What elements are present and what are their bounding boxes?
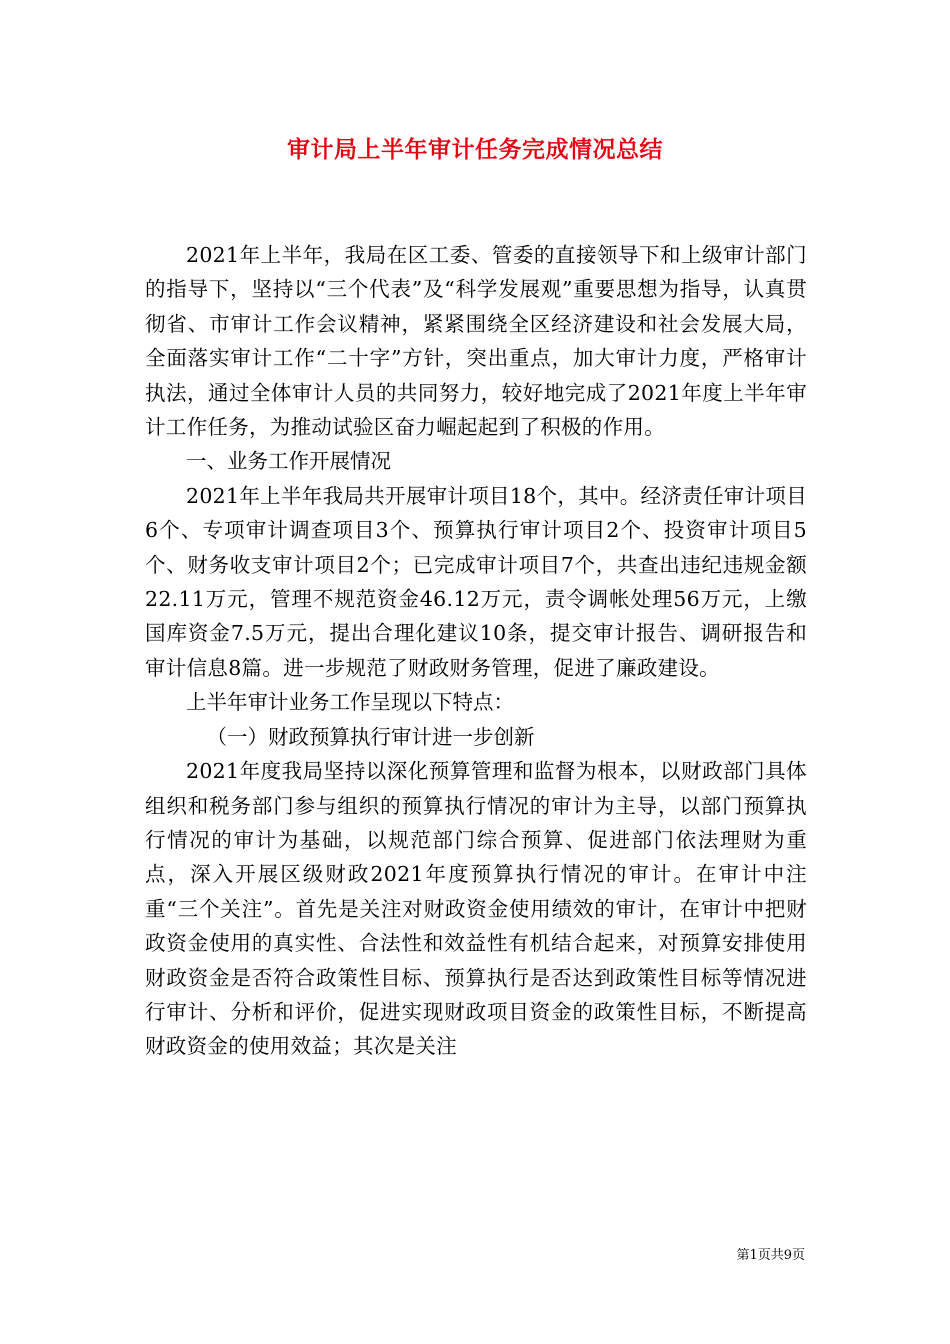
document-body (145, 238, 807, 1064)
subsection-heading: （一）财政预算执行审计进一步创新 (206, 724, 535, 749)
document-title: 审计局上半年审计任务完成情况总结 (287, 137, 663, 163)
page-number: 第1页共9页 (736, 1248, 805, 1263)
features-intro-line: 上半年审计业务工作呈现以下特点： (186, 690, 514, 715)
intro-paragraph: 2021年上半年，我局在区工委、管委的直接领导下和上级审计部门的指导下，坚持以“三个代表”及“科学发展观”重要思想为指导，认真贯彻省、市审计工作会议精神，紧紧围绕全区经济建设和社会发展大局，全面落实审计工作“二十字”方针，突出重点，加大审计力度，严格审计执法，通过全体审计人员的共同努力，较好地完成了2021年度上半年审计工作任务，为推动试验区奋力崛起起到了积极的作用。 (145, 243, 807, 440)
budget-audit-paragraph: 2021年度我局坚持以深化预算管理和监督为根本，以财政部门具体组织和税务部门参与组织的预算执行情况的审计为主导，以部门预算执行情况的审计为基础，以规范部门综合预算、促进部门依法理财为重点，深入开展区级财政2021年度预算执行情况的审计。在审计中注重“三个关注”。首先是关注对财政资金使用绩效的审计，在审计中把财政资金使用的真实性、合法性和效益性有机结合起来，对预算安排使用财政资金是否符合政策性目标、预算执行是否达到政策性目标等情况进行审计、分析和评价，促进实现财政项目资金的政策性目标，不断提高财政资金的使用效益；其次是关注 (145, 759, 807, 1059)
work-summary-paragraph: 2021年上半年我局共开展审计项目18个，其中。经济责任审计项目6个、专项审计调查项目3个、预算执行审计项目2个、投资审计项目5个、财务收支审计项目2个；已完成审计项目7个，共查出违纪违规金额22.11万元，管理不规范资金46.12万元，责令调帐处理56万元，上缴国库资金7.5万元，提出合理化建议10条，提交审计报告、调研报告和审计信息8篇。进一步规范了财政财务管理，促进了廉政建设。 (145, 483, 807, 680)
section-heading: 一、业务工作开展情况 (186, 449, 391, 474)
